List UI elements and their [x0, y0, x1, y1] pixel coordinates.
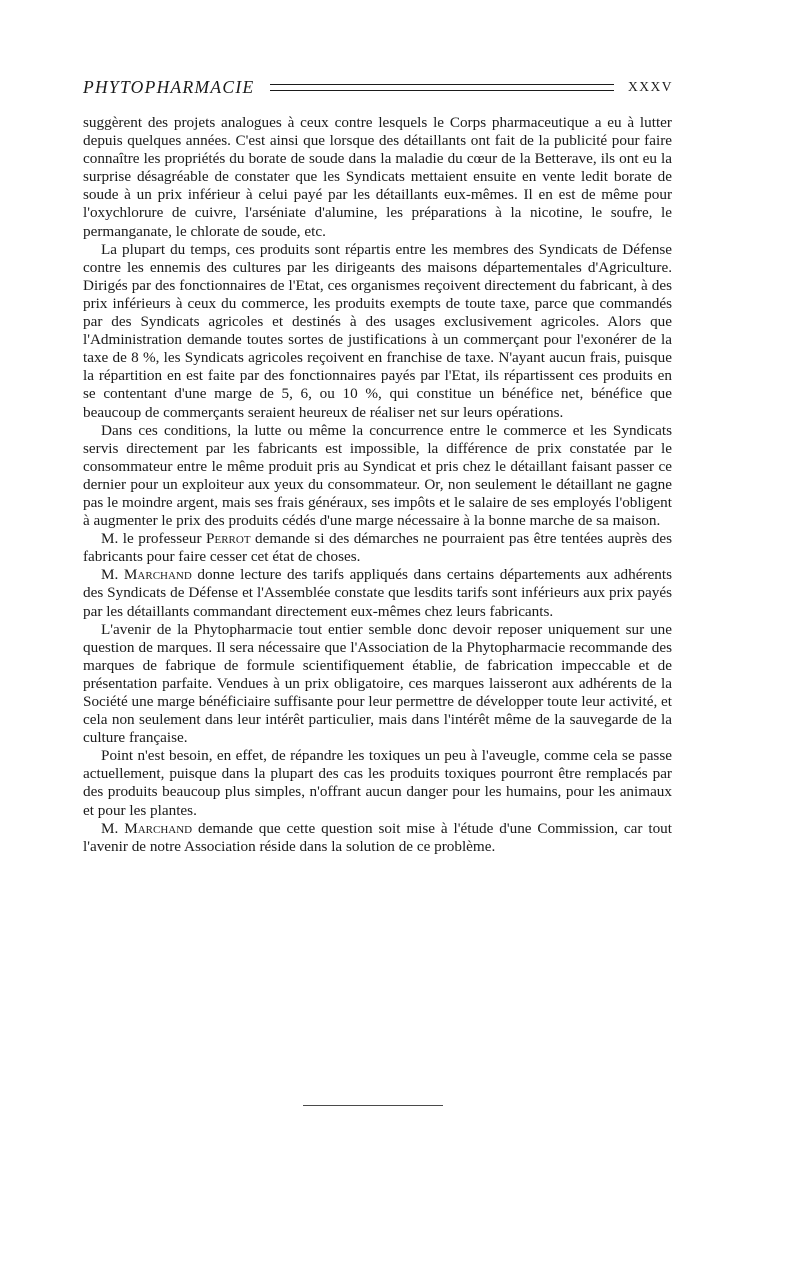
paragraph-8-rest: demande que cette question soit mise à l'étude d'une Commission, car tout l'avenir de notre Association réside dans la solution de ce problème.	[83, 819, 672, 855]
paragraph-5-lead: M.	[101, 566, 124, 584]
article-body	[83, 114, 672, 856]
paragraph-4-rest: demande si des démarches ne pourraient pas être tentées auprès des fabricants pour faire cesser cet état de choses.	[83, 530, 672, 566]
running-title: PHYTOPHARMACIE	[83, 76, 255, 97]
paragraph-2: La plupart du temps, ces produits sont répartis entre les membres des Syndicats de Défense contre les ennemis des cultures par les dirigeants des maisons départementales d'Agriculture. Dirigés par des fonctionnaires de l'Etat, ces organismes reçoivent directement du fabricant, à des prix inférieurs à ceux du commerce, les produits exempts de toute taxe, parce que commandés par des Syndicats agricoles et destinés à des usages exclusivement agricoles. Alors que l'Administration demande toutes sortes de justifications à un commerçant pour l'exonérer de la taxe de 8 %, les Syndicats agricoles reçoivent en franchise de taxe. N'ayant aucun frais, puisque la répartition en est faite par des fonctionnaires payés par l'Etat, ils répartissent ces produits en se contentant d'une marge de 5, 6, ou 10 %, qui constitue un bénéfice net, bénéfice que beaucoup de commerçants seraient heureux de réaliser net sur leurs opérations.	[83, 240, 672, 421]
section-end-rule	[303, 1105, 443, 1106]
paragraph-7: Point n'est besoin, en effet, de répandre les toxiques un peu à l'aveugle, comme cela se passe actuellement, puisque dans la plupart des cas les produits toxiques pourront être remplacés par des produits beaucoup plus simples, n'offrant aucun danger pour les humains, pour les animaux et pour les plantes.	[83, 747, 672, 819]
paragraph-4	[83, 530, 672, 566]
page-number: XXXV	[628, 79, 673, 94]
header-double-rule	[270, 84, 614, 91]
speaker-name-marchand-2: Marchand	[124, 819, 193, 837]
paragraph-1: suggèrent des projets analogues à ceux contre lesquels le Corps pharmaceutique a eu à lutter depuis quelques années. C'est ainsi que lorsque des détaillants ont fait de la publicité pour faire connaître les propriétés du borate de soude dans la maladie du cœur de la Betterave, ils ont eu la surprise désagréable de constater que les Syndicats mettaient ensuite en vente ledit borate de soude à un prix inférieur à celui payé par les détaillants eux-mêmes. Il en est de même pour l'oxychlorure de cuivre, l'arséniate d'alumine, les préparations à la nicotine, le soufre, le permanganate, le chlorate de soude, etc.	[83, 114, 672, 240]
paragraph-4-lead: M. le professeur	[101, 530, 207, 548]
speaker-name-perrot: Perrot	[206, 530, 251, 548]
page-header	[83, 74, 673, 100]
speaker-name-marchand: Marchand	[123, 566, 192, 584]
paragraph-6: L'avenir de la Phytopharmacie tout entier semble donc devoir reposer uniquement sur une question de marques. Il sera nécessaire que l'Association de la Phytopharmacie recommande des marques de fabrique de formule scientifiquement établie, de fabrication impeccable et de présentation parfaite. Vendues à un prix obligatoire, ces marques laisseront aux adhérents de la Société une marge bénéficiaire suffisante pour leur permettre de développer toute leur activité, et cela non seulement dans leur intérêt particulier, mais dans l'intérêt même de la sauvegarde de la culture française.	[83, 620, 672, 747]
paragraph-5-rest: donne lecture des tarifs appliqués dans certains départements aux adhérents des Syndicats de Défense et l'Assemblée constate que lesdits tarifs sont inférieurs aux prix payés par les détaillants commandant directement eux-mêmes chez leurs fabricants.	[83, 566, 672, 620]
paragraph-3: Dans ces conditions, la lutte ou même la concurrence entre le commerce et les Syndicats servis directement par les fabricants est impossible, la différence de prix constatée par le consommateur entre le même produit pris au Syndicat et pris chez le détaillant faisant passer ce dernier pour un exploiteur aux yeux du consommateur. Or, non seulement le détaillant ne gagne pas le moindre argent, mais ses frais généraux, ses impôts et le salaire de ses employés l'obligent à augmenter le prix des produits cédés d'une marge nécessaire à la bonne marche de sa maison.	[83, 421, 672, 530]
paragraph-8	[83, 820, 672, 856]
paragraph-8-lead: M.	[101, 819, 125, 837]
paragraph-5	[83, 566, 672, 620]
